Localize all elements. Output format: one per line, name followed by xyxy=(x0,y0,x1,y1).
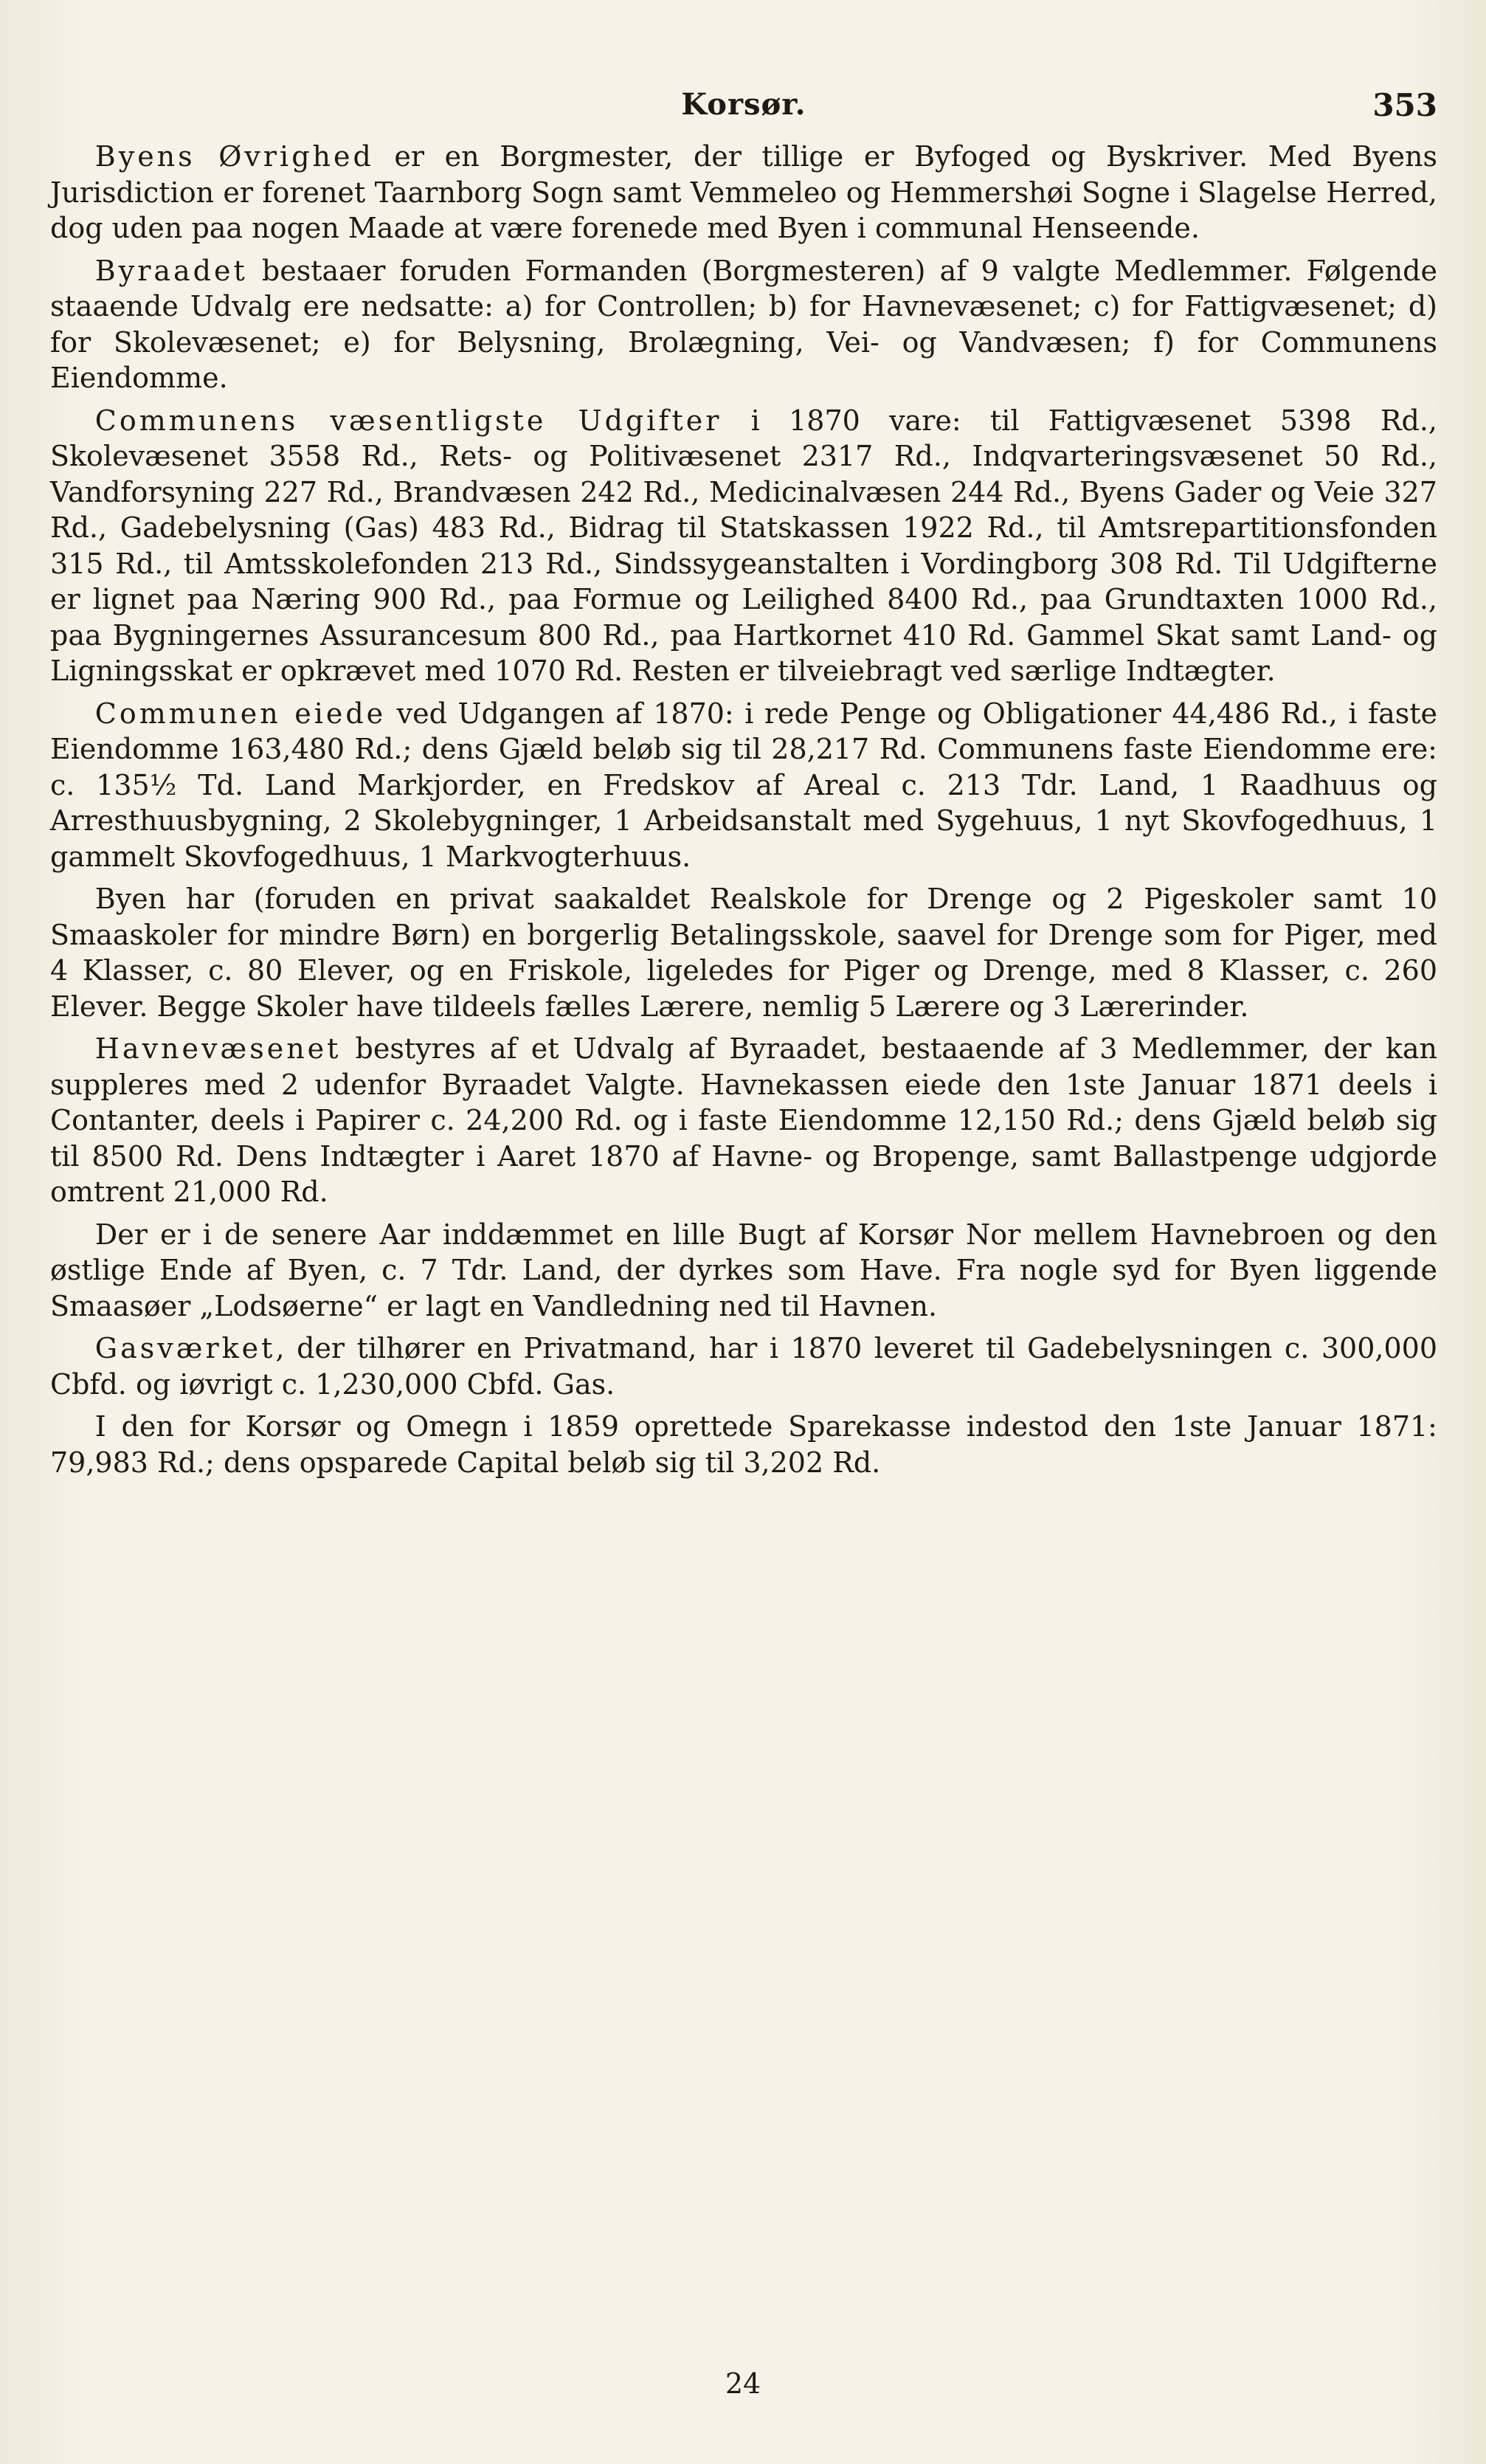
paragraph-text: I den for Korsør og Omegn i 1859 oprettede Sparekasse indestod den 1ste Januar 1871: 79,983 Rd.; dens opsparede Capital beløb sig til 3,202 Rd. xyxy=(50,1410,1437,1479)
paragraph-communen-eiede xyxy=(50,696,1437,875)
paragraph-lead: Havnevæsenet xyxy=(94,1032,342,1065)
paragraph-gasvaerket xyxy=(50,1331,1437,1402)
paragraph-lead: Byens Øvrighed xyxy=(94,140,374,173)
body-text xyxy=(50,139,1437,1487)
paragraph-inddaemning xyxy=(50,1217,1437,1325)
signature-mark: 24 xyxy=(725,2367,761,2400)
paragraph-text: Byen har (foruden en privat saakaldet Realskole for Drenge og 2 Pigeskoler samt 10 Smaaskoler for mindre Børn) en borgerlig Betalingsskole, saavel for Drenge som for Piger, med 4 Klasser, c. 80 Elever, og en Friskole, ligeledes for Piger og Drenge, med 8 Klasser, c. 260 Elever. Begge Skoler have tildeels fælles Lærere, nemlig 5 Lærere og 3 Lærerinder. xyxy=(50,883,1437,1023)
paragraph-text: bestyres af et Udvalg af Byraadet, bestaaende af 3 Medlemmer, der kan suppleres med 2 udenfor Byraadet Valgte. Havnekassen eiede den 1ste Januar 1871 deels i Contanter, deels i Papirer c. 24,200 Rd. og i faste Eiendomme 12,150 Rd.; dens Gjæld beløb sig til 8500 Rd. Dens Indtægter i Aaret 1870 af Havne- og Bropenge, samt Ballastpenge udgjorde omtrent 21,000 Rd. xyxy=(50,1032,1437,1208)
paragraph-skoler xyxy=(50,881,1437,1024)
paragraph-text: , der tilhører en Privatmand, har i 1870 leveret til Gadebelysningen c. 300,000 Cbfd. og iøvrigt c. 1,230,000 Cbfd. Gas. xyxy=(50,1332,1437,1401)
paragraph-byraadet xyxy=(50,253,1437,396)
paragraph-udgifter xyxy=(50,403,1437,689)
page-number: 353 xyxy=(1372,87,1437,123)
paragraph-lead: Communens væsentligste Udgifter xyxy=(94,404,722,437)
paragraph-lead: Byraadet xyxy=(94,254,248,287)
paragraph-lead: Gasværket xyxy=(94,1332,276,1364)
paragraph-byens-ovrighed xyxy=(50,139,1437,246)
paragraph-text: er en Borgmester, der tillige er Byfoged og Byskriver. Med Byens Jurisdiction er forenet Taarnborg Sogn samt Vemmeleo og Hemmershøi Sogne i Slagelse Herred, dog uden paa nogen Maade at være forenede med Byen i communal Henseende. xyxy=(50,140,1437,244)
paragraph-text: i 1870 vare: til Fattigvæsenet 5398 Rd., Skolevæsenet 3558 Rd., Rets- og Politivæsenet 2317 Rd., Indqvarteringsvæsenet 50 Rd., Vandforsyning 227 Rd., Brandvæsen 242 Rd., Medicinalvæsen 244 Rd., Byens Gader og Veie 327 Rd., Gadebelysning (Gas) 483 Rd., Bidrag til Statskassen 1922 Rd., til Amtsrepartitionsfonden 315 Rd., til Amtsskolefonden 213 Rd., Sindssygeanstalten i Vordingborg 308 Rd. Til Udgifterne er lignet paa Næring 900 Rd., paa Formue og Leilighed 8400 Rd., paa Grundtaxten 1000 Rd., paa Bygningernes Assurancesum 800 Rd., paa Hartkornet 410 Rd. Gammel Skat samt Land- og Ligningsskat er opkrævet med 1070 Rd. Resten er tilveiebragt ved særlige Indtægter. xyxy=(50,404,1437,687)
paragraph-text: Der er i de senere Aar inddæmmet en lille Bugt af Korsør Nor mellem Havnebroen og den østlige Ende af Byen, c. 7 Tdr. Land, der dyrkes som Have. Fra nogle syd for Byen liggende Smaasøer „Lodsøerne“ er lagt en Vandledning ned til Havnen. xyxy=(50,1218,1437,1322)
paragraph-havnevaesenet xyxy=(50,1031,1437,1210)
paragraph-text: bestaaer foruden Formanden (Borgmesteren) af 9 valgte Medlemmer. Følgende staaende Udvalg ere nedsatte: a) for Controllen; b) for Havnevæsenet; c) for Fattigvæsenet; d) for Skolevæsenet; e) for Belysning, Brolægning, Vei- og Vandvæsen; f) for Communens Eiendomme. xyxy=(50,254,1437,394)
paragraph-text: ved Udgangen af 1870: i rede Penge og Obligationer 44,486 Rd., i faste Eiendomme 163,480 Rd.; dens Gjæld beløb sig til 28,217 Rd. Communens faste Eiendomme ere: c. 135½ Td. Land Markjorder, en Fredskov af Areal c. 213 Tdr. Land, 1 Raadhuus og Arresthuusbygning, 2 Skolebygninger, 1 Arbeidsanstalt med Sygehuus, 1 nyt Skovfogedhuus, 1 gammelt Skovfogedhuus, 1 Markvogterhuus. xyxy=(50,697,1438,873)
paragraph-sparekasse xyxy=(50,1409,1437,1480)
running-head-title: Korsør. xyxy=(681,87,806,122)
running-head xyxy=(50,87,1437,131)
paragraph-lead: Communen eiede xyxy=(94,697,387,730)
